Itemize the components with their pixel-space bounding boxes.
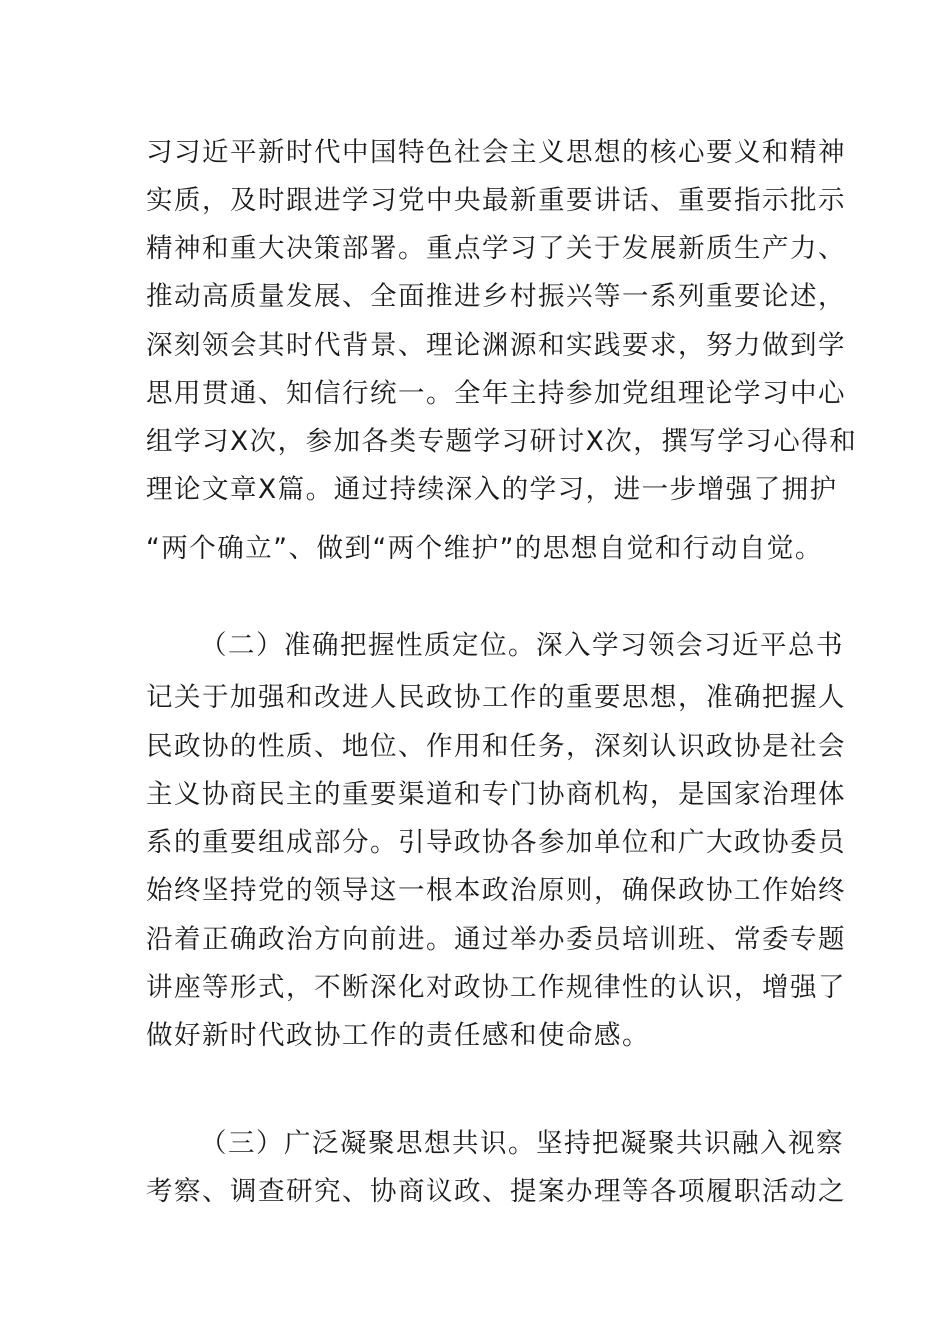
paragraph-line: 做好新时代政协工作的责任感和使命感。 [146,1020,650,1051]
paragraph-line: 习习近平新时代中国特色社会主义思想的核心要义和精神 [146,137,846,168]
paragraph-line: 思用贯通、知信行统一。全年主持参加党组理论学习中心 [146,378,846,409]
paragraph-line: 讲座等形式，不断深化对政协工作规律性的认识，增强了 [146,972,846,1003]
paragraph-line: 始终坚持党的领导这一根本政治原则，确保政协工作始终 [146,875,846,906]
paragraph-line: 记关于加强和改进人民政协工作的重要思想，准确把握人 [146,682,846,713]
paragraph-line: 实质，及时跟进学习党中央最新重要讲话、重要指示批示 [146,185,846,216]
paragraph-line: 主义协商民主的重要渠道和专门协商机构，是国家治理体 [146,779,846,810]
paragraph-line: 沿着正确政治方向前进。通过举办委员培训班、常委专题 [146,924,846,955]
paragraph-line: 考察、调查研究、协商议政、提案办理等各项履职活动之 [146,1176,846,1207]
paragraph-line: 系的重要组成部分。引导政协各参加单位和广大政协委员 [146,827,846,858]
paragraph-line: （三）广泛凝聚思想共识。坚持把凝聚共识融入视察 [200,1128,844,1159]
paragraph-line: 精神和重大决策部署。重点学习了关于发展新质生产力、 [146,233,846,264]
paragraph-line: “两个确立”、做到“两个维护”的思想自觉和行动自觉。 [146,533,823,564]
paragraph-line: 深刻领会其时代背景、理论渊源和实践要求，努力做到学 [146,330,846,361]
paragraph-line: 理论文章X篇。通过持续深入的学习，进一步增强了拥护 [146,474,838,505]
paragraph-line: 组学习X次，参加各类专题学习研讨X次，撰写学习心得和 [146,426,858,457]
paragraph-line: 民政协的性质、地位、作用和任务，深刻认识政协是社会 [146,731,846,762]
paragraph-line: 推动高质量发展、全面推进乡村振兴等一系列重要论述， [146,281,846,312]
paragraph-line: （二）准确把握性质定位。深入学习领会习近平总书 [200,630,844,661]
